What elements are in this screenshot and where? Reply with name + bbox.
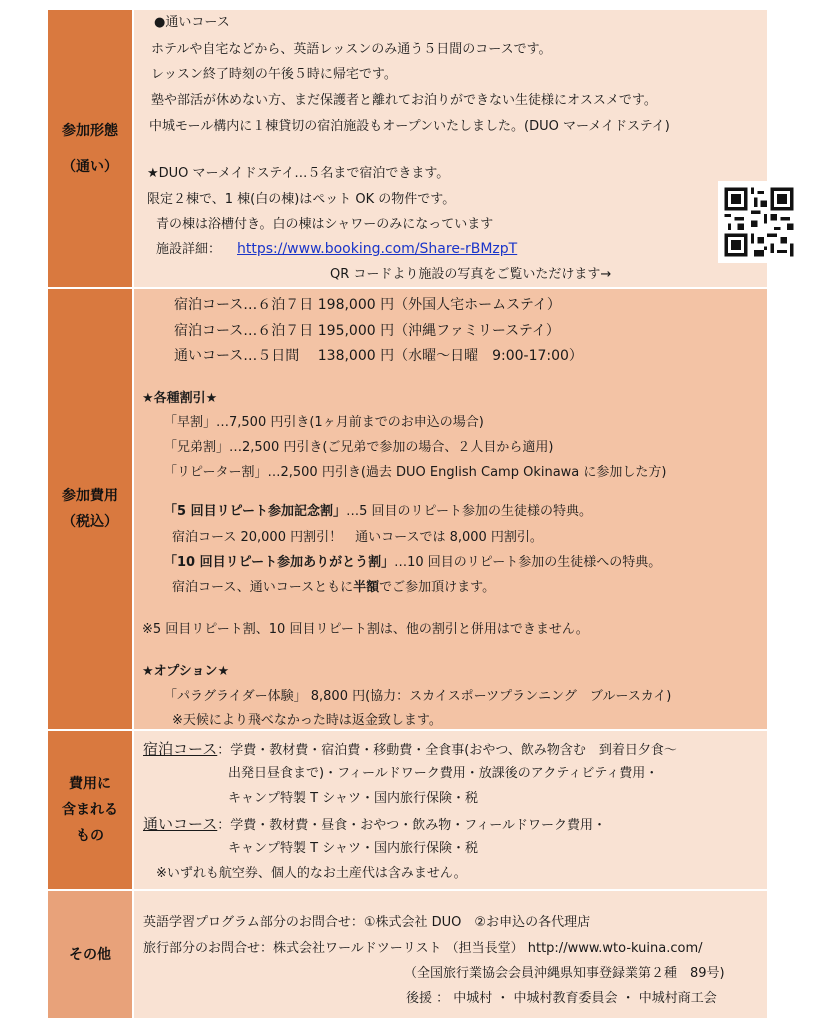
commute-course-desc: ホテルや自宅などから、英語レッスンのみ通う５日間のコースです。 xyxy=(151,42,552,57)
fee-label-line2: （税込） xyxy=(62,514,118,530)
included-row xyxy=(48,729,767,889)
repeat10-desc: …10 回目のリピート参加の生徒様への特典。 xyxy=(394,555,662,570)
stay-included-items: ：学費・教材費・宿泊費・移動費・全食事(おやつ、飲み物含む 到着日夕食～ xyxy=(217,743,677,758)
other-row xyxy=(48,889,767,1018)
included-label-line1: 費用に xyxy=(69,776,111,792)
included-content xyxy=(132,731,767,889)
other-contact-travel: 旅行部分のお問合せ：株式会社ワールドツーリスト （担当長堂） http://www.wto-kuina.com/ xyxy=(143,941,703,956)
stay-included-line1 xyxy=(143,742,677,757)
fee-content xyxy=(132,289,767,729)
stay-included-line3: キャンプ特製 T シャツ・国内旅行保険・税 xyxy=(228,791,478,806)
fee-course-3: 通いコース…５日間 138,000 円（水曜～日曜 9:00-17:00） xyxy=(174,348,583,364)
fee-course-2: 宿泊コース…６泊７日 195,000 円（沖縄ファミリーステイ） xyxy=(174,323,560,339)
repeat10-line xyxy=(164,556,661,569)
facility-detail-label: 施設詳細： xyxy=(156,242,222,257)
discount-sibling: 「兄弟割」…2,500 円引き(ご兄弟で参加の場合、２人目から適用) xyxy=(164,440,554,455)
included-note: ※いずれも航空券、個人的なお土産代は含みません。 xyxy=(156,866,467,881)
repeat10-post: でご参加頂けます。 xyxy=(379,580,496,595)
repeat5-detail: 宿泊コース 20,000 円割引！ 通いコースでは 8,000 円割引。 xyxy=(172,530,543,545)
participation-label-line1: 参加形態 xyxy=(62,122,118,139)
commute-included-line2: キャンプ特製 T シャツ・国内旅行保険・税 xyxy=(228,841,478,856)
commute-course-heading: ●通いコース xyxy=(154,15,230,30)
other-registration: （全国旅行業協会会員沖縄県知事登録業第２種 89号) xyxy=(404,966,725,981)
qr-code-icon xyxy=(718,181,800,263)
fee-label-line1: 参加費用 xyxy=(62,488,118,504)
other-label xyxy=(48,891,132,1018)
stay-course-label: 宿泊コース xyxy=(143,740,218,758)
stay-facility-intro: 中城モール構内に１棟貸切の宿泊施設もオープンいたしました。(DUO マーメイドステイ) xyxy=(149,119,670,134)
other-contact-english: 英語学習プログラム部分のお問合せ：①株式会社 DUO ②お申込の各代理店 xyxy=(143,915,591,930)
included-label-line2: 含まれる xyxy=(62,802,118,818)
commute-course-label: 通いコース xyxy=(143,815,218,833)
option-refund-note: ※天候により飛べなかった時は返金致します。 xyxy=(172,713,442,728)
included-label-line3: もの xyxy=(76,828,104,844)
option-title: ★オプション★ xyxy=(142,664,230,679)
repeat10-half: 半額 xyxy=(353,580,380,595)
repeat5-title: 「5 回目リピート参加記念割」 xyxy=(164,504,347,519)
repeat10-detail xyxy=(172,581,495,594)
commute-course-recommend: 塾や部活が休めない方、まだ保護者と離れてお泊りができない生徒様にオススメです。 xyxy=(151,93,657,108)
repeat5-desc: …5 回目のリピート参加の生徒様の特典。 xyxy=(346,504,592,519)
discount-title: ★各種割引★ xyxy=(142,391,218,406)
fee-row xyxy=(48,287,767,729)
participation-content xyxy=(132,10,767,287)
repeat5-line xyxy=(164,505,592,518)
mermaid-stay-bath: 青の棟は浴槽付き。白の棟はシャワーのみになっています xyxy=(156,217,494,232)
participation-label xyxy=(48,10,132,287)
mermaid-stay-heading: ★DUO マーメイドステイ…５名まで宿泊できます。 xyxy=(147,166,450,181)
option-paraglider: 「パラグライダー体験」 8,800 円(協力：スカイスポーツプランニング ブルースカイ) xyxy=(164,689,672,704)
repeat10-title: 「10 回目リピート参加ありがとう割」 xyxy=(164,555,395,570)
stay-included-line2: 出発日昼食まで)・フィールドワーク費用・放課後のアクティビティ費用・ xyxy=(228,766,659,781)
other-content xyxy=(132,891,767,1018)
commute-included-line1 xyxy=(143,817,606,832)
commute-course-return: レッスン終了時刻の午後５時に帰宅です。 xyxy=(151,67,397,82)
participation-label-line2: （通い） xyxy=(62,158,118,175)
included-label xyxy=(48,731,132,889)
mermaid-stay-pet: 限定２棟で、1 棟(白の棟)はペット OK の物件です。 xyxy=(147,192,456,207)
repeat10-pre: 宿泊コース、通いコースともに xyxy=(172,580,354,595)
discount-note: ※5 回目リピート割、10 回目リピート割は、他の割引と併用はできません。 xyxy=(142,622,589,637)
other-sponsors: 後援 ： 中城村 ・ 中城村教育委員会 ・ 中城村商工会 xyxy=(406,991,717,1006)
discount-early: 「早割」…7,500 円引き(1ヶ月前までのお申込の場合) xyxy=(164,415,484,430)
other-label-text: その他 xyxy=(69,946,111,963)
participation-row xyxy=(48,8,767,287)
fee-label xyxy=(48,289,132,729)
qr-caption: QR コードより施設の写真をご覧いただけます→ xyxy=(330,267,612,282)
fee-course-1: 宿泊コース…６泊７日 198,000 円（外国人宅ホームステイ） xyxy=(174,297,561,313)
discount-repeater: 「リピーター割」…2,500 円引き(過去 DUO English Camp Okinawa に参加した方) xyxy=(164,465,667,480)
commute-included-items: ：学費・教材費・昼食・おやつ・飲み物・フィールドワーク費用・ xyxy=(217,818,606,833)
booking-link[interactable]: https://www.booking.com/Share-rBMzpT xyxy=(237,241,518,257)
